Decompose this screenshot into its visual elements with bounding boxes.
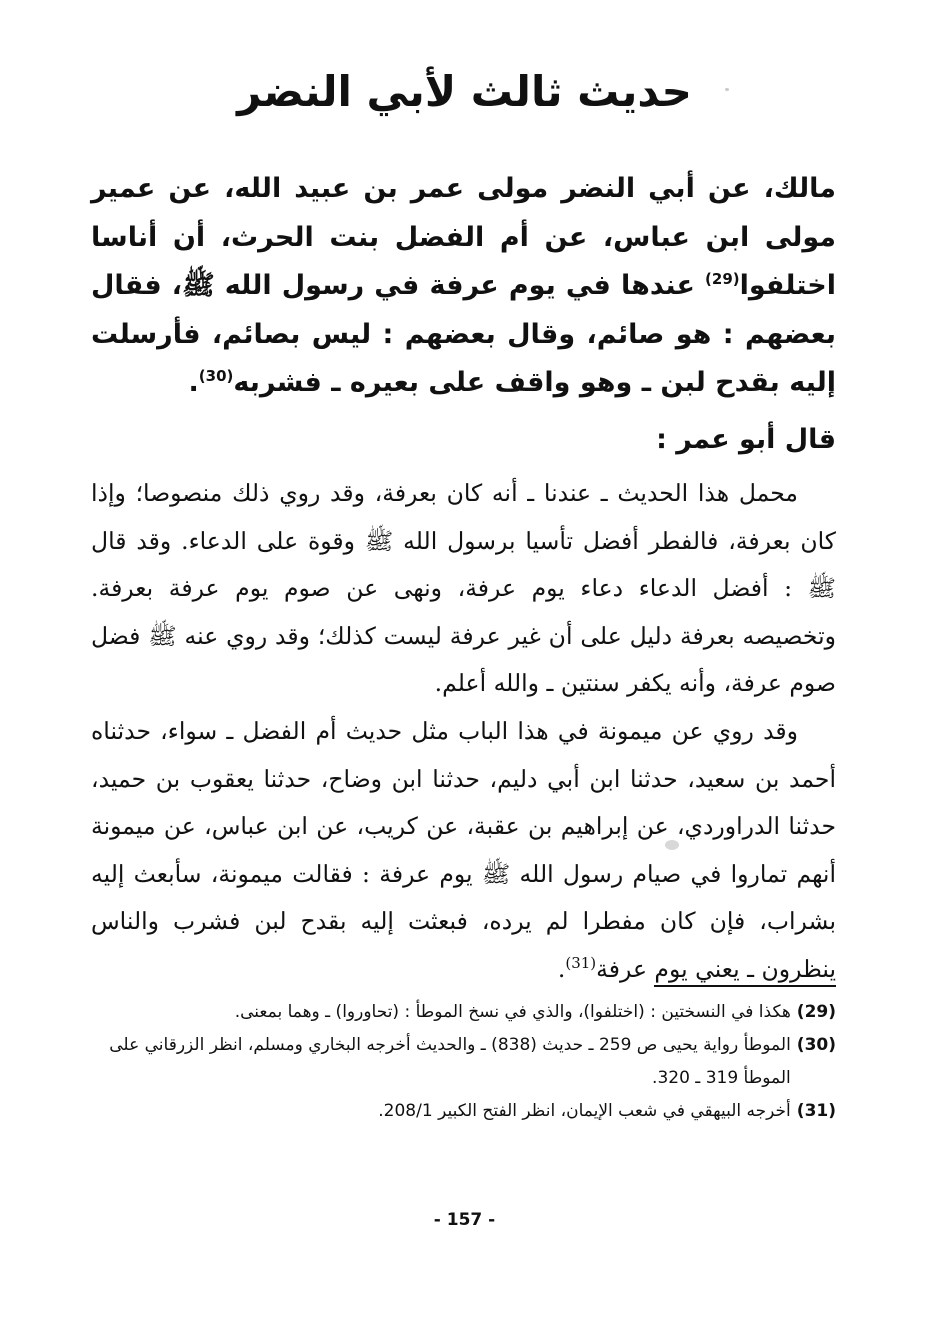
commentary-paragraph-2-end: . — [557, 954, 566, 983]
scan-speck — [725, 88, 729, 91]
footnote-number: (29) — [796, 1002, 836, 1022]
footnote-divider — [654, 985, 836, 987]
page-title: حديث ثالث لأبي النضر — [237, 67, 692, 116]
hadith-text-part2: عندها في يوم عرفة في رسول الله ﷺ، فقال بعضهم : هو صائم، وقال بعضهم : ليس بصائم، فأرسلت إليه بقدح لبن ـ وهو واقف على بعيره ـ فشربه — [91, 270, 836, 398]
commentary-paragraph-1: محمل هذا الحديث ـ عندنا ـ أنه كان بعرفة، وقد روي ذلك منصوصا؛ وإذا كان بعرفة، فالفطر أفضل تأسيا برسول الله ﷺ وقوة على الدعاء. وقد قال ﷺ : أفضل الدعاء دعاء يوم عرفة، ونهى عن صوم يوم عرفة بعرفة. وتخصيصه بعرفة دليل على أن غير عرفة ليست كذلك؛ وقد روي عنه ﷺ فضل صوم عرفة، وأنه يكفر سنتين ـ والله أعلم. — [91, 479, 836, 698]
hadith-text-part1: مالك، عن أبي النضر مولى عمر بن عبيد الله، عن عمير مولى ابن عباس، عن أم الفضل بنت الحرث، أن أناسا اختلفوا — [91, 173, 836, 301]
footnote-30 — [91, 1029, 836, 1095]
section-heading: قال أبو عمر : — [656, 424, 836, 455]
scan-speck — [665, 840, 679, 850]
footnote-text: الموطأ رواية يحيى ص 259 ـ حديث (838) ـ والحديث أخرجه البخاري ومسلم، انظر الزرقاني على الموطأ 319 ـ 320. — [109, 1035, 791, 1088]
footnote-ref-30: (30) — [198, 367, 234, 385]
footnote-text: هكذا في النسختين : (اختلفوا)، والذي في نسخ الموطأ : (تحاوروا) ـ وهما بمعنى. — [234, 1002, 791, 1022]
hadith-text — [91, 165, 836, 408]
commentary — [91, 470, 836, 994]
footnote-ref-31: (31) — [565, 954, 597, 973]
footnote-31 — [91, 1095, 836, 1128]
commentary-paragraph-2 — [91, 708, 836, 994]
footnotes — [91, 996, 836, 1128]
footnote-text: أخرجه البيهقي في شعب الإيمان، انظر الفتح الكبير 208/1. — [378, 1101, 791, 1121]
commentary-paragraph-2-text: وقد روي عن ميمونة في هذا الباب مثل حديث أم الفضل ـ سواء، حدثناه أحمد بن سعيد، حدثنا ابن أبي دليم، حدثنا ابن وضاح، حدثنا يعقوب بن حميد، حدثنا الدراوردي، عن إبراهيم بن عقبة، عن كريب، عن ابن عباس، عن ميمونة أنهم تماروا في صيام رسول الله ﷺ يوم عرفة : فقالت ميمونة، سأبعث إليه بشراب، فإن كان مفطرا لم يرده، فبعثت إليه بقدح لبن فشرب والناس ينظرون ـ يعني يوم عرفة — [91, 716, 836, 983]
footnote-ref-29: (29) — [705, 270, 740, 288]
footnote-number: (31) — [796, 1101, 836, 1121]
page-number: - 157 - — [433, 1210, 496, 1230]
hadith-text-end: . — [188, 367, 199, 398]
footnote-29 — [91, 996, 836, 1029]
footnote-number: (30) — [796, 1035, 836, 1055]
